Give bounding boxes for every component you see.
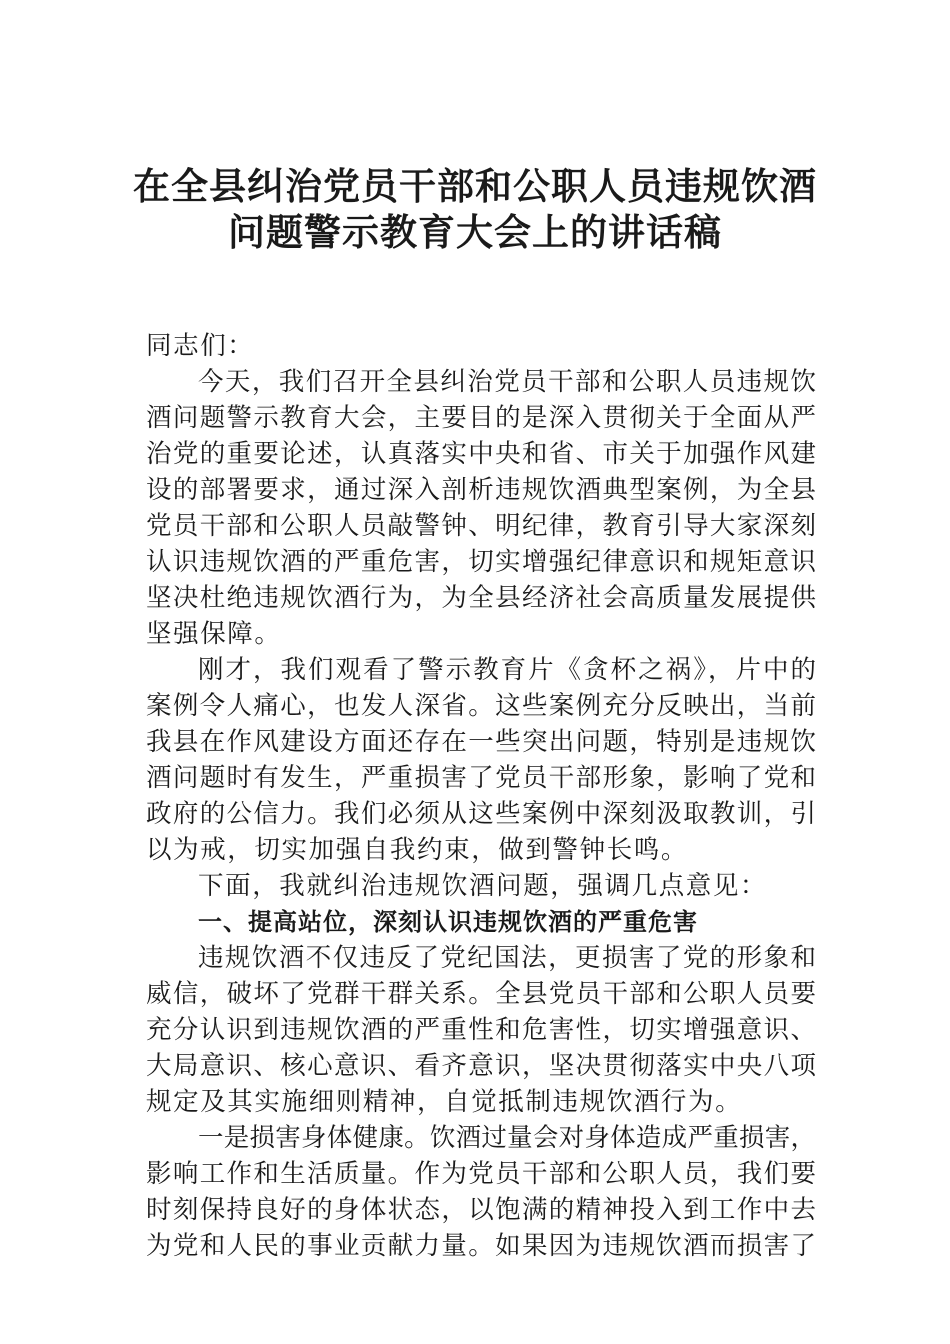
salutation: 同志们： [146, 331, 255, 361]
paragraph-line: 治党的重要论述，认真落实中央和省、市关于加强作风建 [146, 439, 816, 469]
paragraph-line: 违规饮酒不仅违反了党纪国法，更损害了党的形象和 [198, 943, 816, 973]
paragraph-line: 酒问题警示教育大会，主要目的是深入贯彻关于全面从严 [146, 403, 816, 433]
paragraph-line: 刚才，我们观看了警示教育片《贪杯之祸》，片中的 [198, 655, 816, 685]
paragraph-line: 案例令人痛心，也发人深省。这些案例充分反映出，当前 [146, 691, 816, 721]
paragraph-line: 认识违规饮酒的严重危害，切实增强纪律意识和规矩意识 [146, 547, 816, 577]
paragraph-line: 时刻保持良好的身体状态，以饱满的精神投入到工作中去 [146, 1195, 816, 1225]
paragraph-line: 威信，破坏了党群干群关系。全县党员干部和公职人员要 [146, 979, 816, 1009]
paragraph-line: 规定及其实施细则精神，自觉抵制违规饮酒行为。 [146, 1087, 743, 1117]
paragraph-line: 设的部署要求，通过深入剖析违规饮酒典型案例，为全县 [146, 475, 816, 505]
paragraph-line: 坚强保障。 [146, 619, 282, 649]
document-title-line-1: 在全县纠治党员干部和公职人员违规饮酒 [133, 164, 817, 208]
paragraph-line: 酒问题时有发生，严重损害了党员干部形象，影响了党和 [146, 763, 816, 793]
paragraph-line: 下面，我就纠治违规饮酒问题，强调几点意见： [198, 871, 768, 901]
paragraph-line: 充分认识到违规饮酒的严重性和危害性，切实增强意识、 [146, 1015, 816, 1045]
paragraph-line: 影响工作和生活质量。作为党员干部和公职人员，我们要 [146, 1159, 816, 1189]
section-heading: 一、提高站位，深刻认识违规饮酒的严重危害 [198, 908, 698, 936]
paragraph-line: 今天，我们召开全县纠治党员干部和公职人员违规饮 [198, 367, 816, 397]
document-body [146, 328, 816, 1264]
paragraph-line: 党员干部和公职人员敲警钟、明纪律，教育引导大家深刻 [146, 511, 816, 541]
paragraph-line: 大局意识、核心意识、看齐意识，坚决贯彻落实中央八项 [146, 1051, 816, 1081]
document-title-line-2: 问题警示教育大会上的讲话稿 [228, 210, 722, 254]
paragraph-line: 坚决杜绝违规饮酒行为，为全县经济社会高质量发展提供 [146, 583, 816, 613]
paragraph-line: 以为戒，切实加强自我约束，做到警钟长鸣。 [146, 835, 689, 865]
paragraph-line: 政府的公信力。我们必须从这些案例中深刻汲取教训，引 [146, 799, 816, 829]
paragraph-line: 我县在作风建设方面还存在一些突出问题，特别是违规饮 [146, 727, 816, 757]
paragraph-line: 一是损害身体健康。饮酒过量会对身体造成严重损害， [198, 1123, 816, 1153]
paragraph-line: 为党和人民的事业贡献力量。如果因为违规饮酒而损害了 [146, 1231, 816, 1261]
